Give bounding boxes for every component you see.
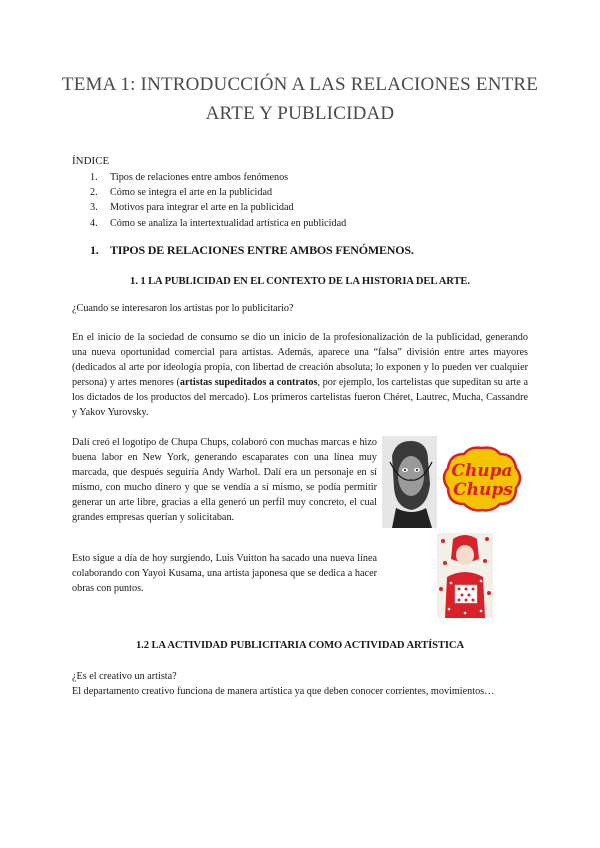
toc-item: 2. Cómo se integra el arte en la publicidad — [90, 187, 273, 199]
toc-item: 1. Tipos de relaciones entre ambos fenómenos — [90, 172, 289, 183]
paragraph-3: Esto sigue a día de hoy surgiendo, Luis Vuitton ha sacado una nueva línea colaborando con Yayoi Kusama, una artista japonesa que se dedica a hacer obras con puntos. — [72, 553, 377, 594]
question-1: ¿Cuando se interesaron los artistas por lo publicitario? — [72, 303, 294, 314]
toc-item: 4. Cómo se analiza la intertextualidad artística en publicidad — [90, 217, 347, 229]
table-of-contents — [90, 170, 346, 231]
logo-text-line-2: Chups — [453, 480, 513, 500]
subsection-1-2-heading: 1.2 LA ACTIVIDAD PUBLICITARIA COMO ACTIVIDAD ARTÍSTICA — [135, 640, 465, 651]
title-line-1: TEMA 1: INTRODUCCIÓN A LAS RELACIONES ENTRE — [61, 74, 539, 95]
chupa-chups-logo-image — [442, 444, 522, 514]
paragraph-4: El departamento creativo funciona de manera artística ya que deben conocer corrientes, movimientos… — [72, 686, 495, 697]
chupa-chups-logo-icon — [442, 444, 522, 514]
dali-portrait-image — [382, 436, 437, 528]
kusama-photo-image — [437, 533, 493, 618]
kusama-photo-icon — [437, 533, 493, 618]
section-1-heading: 1. TIPOS DE RELACIONES ENTRE AMBOS FENÓMENOS. — [90, 243, 414, 257]
toc-item: 3. Motivos para integrar el arte en la publicidad — [90, 202, 294, 214]
subsection-1-1-heading: 1. 1 LA PUBLICIDAD EN EL CONTEXTO DE LA HISTORIA DEL ARTE. — [130, 276, 470, 287]
question-2: ¿Es el creativo un artista? — [72, 671, 177, 682]
dali-portrait-icon — [382, 436, 437, 528]
paragraph-2: Dalí creó el logotipo de Chupa Chups, colaboró con muchas marcas e hizo buena labor en New York, generando escaparates con una línea muy marcada, que después seguiría Andy Warhol. Dalí era un personaje en sí mismo, con mucho dinero y que se vendía a sí mismo, se podía permitir generar un arte libre, gracias a ella generó un perfil muy concreto, el cual grandes empresas querían y solicitaban. — [72, 437, 377, 523]
index-heading: ÍNDICE — [72, 155, 110, 167]
paragraph-1: En el inicio de la sociedad de consumo se dio un inicio de la profesionalización de la publicidad, generando una nueva oportunidad comercial para artistas. Además, aparece una “falsa” división entre artes mayores (dedicados al arte por ideología propia, con libertad de creación absoluta; lo exponen y lo pueden ver cualquier persona) y artes menores (artistas supeditados a contratos, por ejemplo, los cartelistas que supeditan su arte a los dictados de los productos del mercado). Los primeros cartelistas fueron Chéret, Lautrec, Mucha, Cassandre y Yakov Yurovsky. — [72, 332, 528, 418]
document-title — [60, 70, 540, 128]
title-line-2: ARTE Y PUBLICIDAD — [205, 103, 395, 124]
bold-phrase: artistas supeditados a contratos — [179, 376, 318, 388]
logo-text-line-1: Chupa — [451, 461, 513, 481]
